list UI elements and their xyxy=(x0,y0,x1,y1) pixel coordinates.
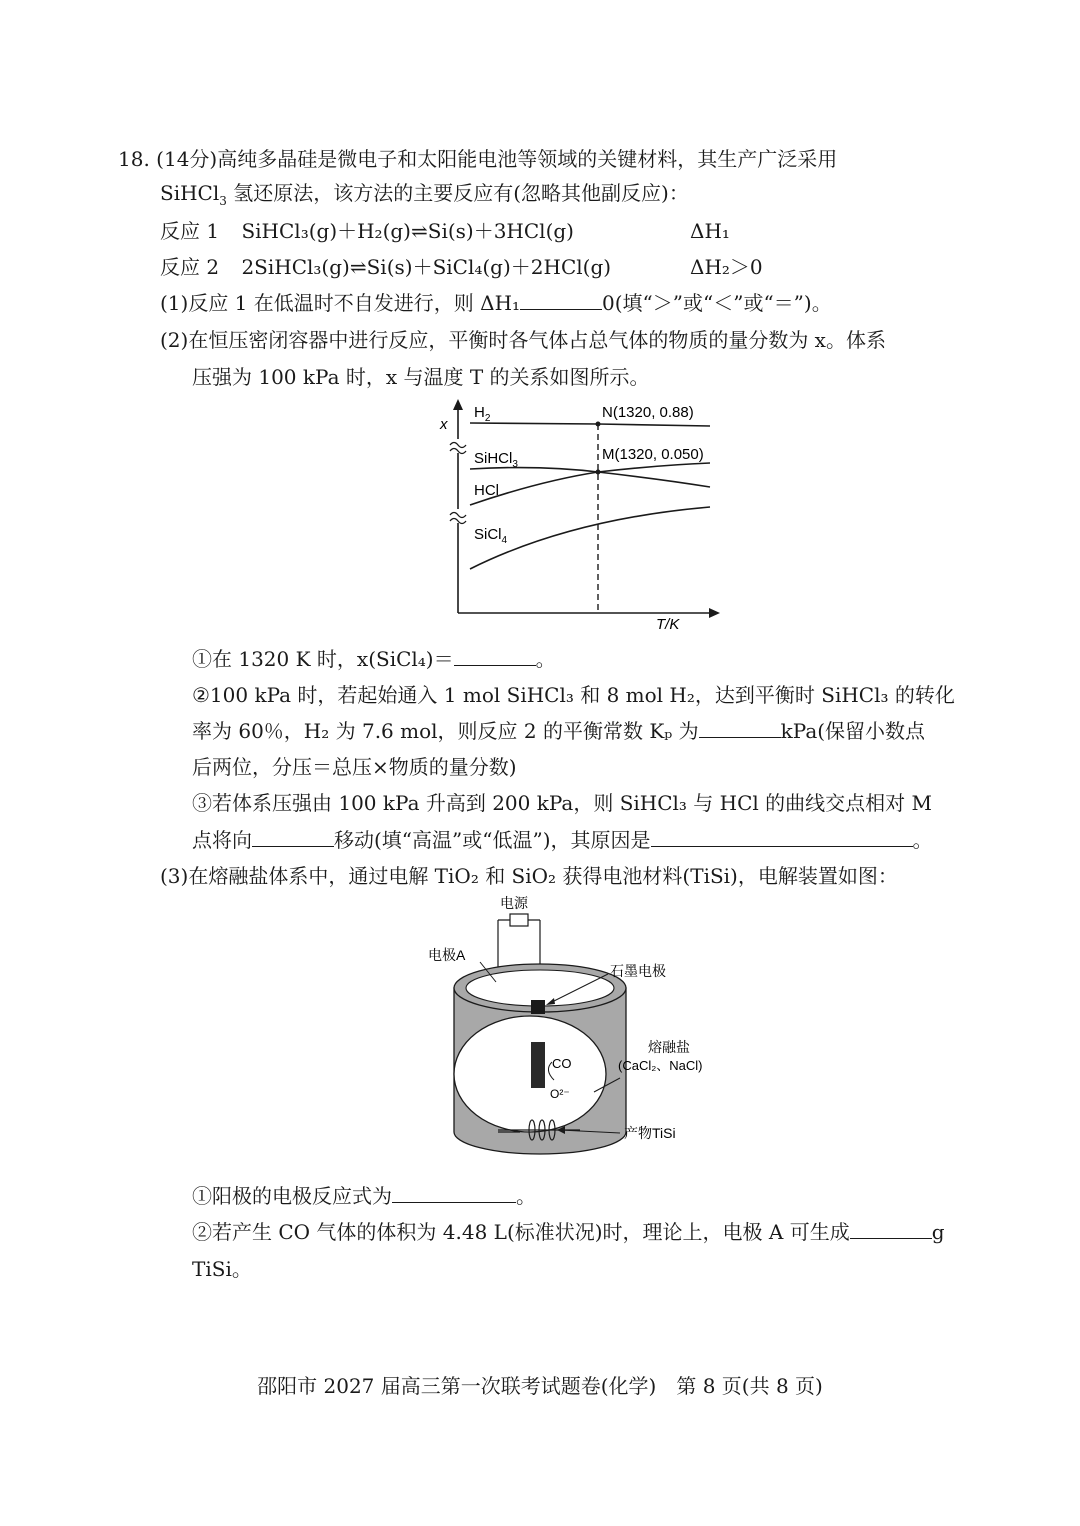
subquestion-2-3-text-a: 点将向 xyxy=(192,828,252,852)
subquestion-2-line-1: (2)在恒压密闭容器中进行反应，平衡时各气体占总气体的物质的量分数为 x。体系 xyxy=(160,328,886,352)
x-axis-label: T/K xyxy=(656,616,680,633)
subquestion-2-2-line-3: 后两位，分压＝总压×物质的量分数) xyxy=(192,755,517,779)
question-score: (14分) xyxy=(156,147,218,171)
page-footer: 邵阳市 2027 届高三第一次联考试题卷(化学) 第 8 页(共 8 页) xyxy=(257,1374,823,1398)
question-intro-line-2 xyxy=(160,180,689,214)
intro-text-1: 高纯多晶硅是微电子和太阳能电池等领域的关键材料，其生产广泛采用 xyxy=(217,147,838,171)
point-n xyxy=(596,422,601,427)
subquestion-3-2-text: ②若产生 CO 气体的体积为 4.48 L(标准状况)时，理论上，电极 A 可生成 xyxy=(192,1220,850,1244)
series-sihcl3-line xyxy=(470,468,710,487)
subquestion-3-2 xyxy=(192,1219,945,1245)
answer-blank-1[interactable] xyxy=(520,291,602,310)
subquestion-1-text: (1)反应 1 在低温时不自发进行，则 ΔH₁ xyxy=(160,291,521,315)
y-axis-label: x xyxy=(440,416,448,433)
subquestion-3-1 xyxy=(192,1183,536,1209)
reaction-2 xyxy=(160,254,611,280)
subquestion-2-3-line-1: ③若体系压强由 100 kPa 升高到 200 kPa，则 SiHCl₃ 与 HCl 的曲线交点相对 M xyxy=(192,791,932,815)
product-label: 产物TiSi xyxy=(624,1125,676,1141)
point-m-label: M(1320, 0.050) xyxy=(602,446,704,463)
answer-blank-3-2[interactable] xyxy=(850,1220,932,1239)
electrolysis-diagram xyxy=(420,892,740,1162)
subquestion-2-line-2: 压强为 100 kPa 时，x 与温度 T 的关系如图所示。 xyxy=(192,365,650,389)
series-hcl-line xyxy=(470,463,710,505)
series-hcl-label: HCl xyxy=(474,482,499,499)
question-number: 18. xyxy=(118,147,150,171)
subquestion-3-2-tail: TiSi。 xyxy=(192,1257,252,1281)
reaction-1 xyxy=(160,218,574,244)
subquestion-1-tail: 0(填“＞”或“＜”或“＝”)。 xyxy=(602,291,832,315)
o2-label: O²⁻ xyxy=(550,1087,570,1101)
co-label: CO xyxy=(552,1056,572,1071)
subquestion-2-1-text: ①在 1320 K 时，x(SiCl₄)＝ xyxy=(192,647,454,671)
series-sihcl3-label: SiHCl$_3$ xyxy=(474,450,518,470)
formula-sihcl: SiHCl xyxy=(160,181,220,205)
molten-salt-label: 熔融盐 xyxy=(648,1039,690,1055)
subquestion-2-2-tail: kPa(保留小数点 xyxy=(780,719,926,743)
molten-salt-window xyxy=(454,1016,606,1132)
molten-salt-composition: (CaCl₂、NaCl) xyxy=(618,1058,703,1073)
axis-break-2 xyxy=(450,509,466,524)
axis-break-1 xyxy=(450,439,466,454)
reaction-2-label: 反应 2 xyxy=(160,255,220,279)
reaction-2-enthalpy: ΔH₂＞0 xyxy=(690,255,763,279)
subquestion-2-1-tail: 。 xyxy=(535,647,556,671)
subquestion-2-3-text-b: 移动(填“高温”或“低温”)，其原因是 xyxy=(334,828,651,852)
formula-sub: 3 xyxy=(219,194,227,208)
series-h2-label: $H_2$ xyxy=(474,404,491,424)
reaction-2-equation: 2SiHCl₃(g)⇌Si(s)＋SiCl₄(g)＋2HCl(g) xyxy=(241,255,612,279)
power-label: 电源 xyxy=(500,895,528,911)
subquestion-2-2-line-1: ②100 kPa 时，若起始通入 1 mol SiHCl₃ 和 8 mol H₂，达到平衡时 SiHCl₃ 的转化 xyxy=(192,683,955,707)
y-axis-arrow xyxy=(453,399,463,410)
point-m xyxy=(596,470,601,475)
answer-blank-2-2[interactable] xyxy=(699,719,781,738)
reaction-1-enthalpy: ΔH₁ xyxy=(690,219,730,243)
electrode-a-label: 电极A xyxy=(428,947,466,963)
subquestion-3-1-tail: 。 xyxy=(516,1184,536,1208)
subquestion-3: (3)在熔融盐体系中，通过电解 TiO₂ 和 SiO₂ 获得电池材料(TiSi)，电解装置如图： xyxy=(160,864,898,888)
answer-blank-2-3a[interactable] xyxy=(252,828,334,847)
subquestion-2-3-tail: 。 xyxy=(912,828,933,852)
chart-x-vs-temperature xyxy=(430,395,750,635)
subquestion-2-3-line-2 xyxy=(192,827,933,853)
answer-blank-3-1[interactable] xyxy=(392,1184,516,1203)
subquestion-1 xyxy=(160,290,832,316)
subquestion-2-1 xyxy=(192,646,556,672)
subquestion-3-2-unit: g xyxy=(931,1220,945,1244)
power-source-icon xyxy=(510,914,528,926)
graphite-electrode-top xyxy=(531,1000,545,1014)
subquestion-3-1-text: ①阳极的电极反应式为 xyxy=(192,1184,392,1208)
series-sicl4-label: SiCl$_4$ xyxy=(474,526,508,546)
subquestion-2-2-text: 率为 60％，H₂ 为 7.6 mol，则反应 2 的平衡常数 Kₚ 为 xyxy=(192,719,699,743)
reaction-1-label: 反应 1 xyxy=(160,219,220,243)
graphite-electrode-bottom xyxy=(531,1042,545,1088)
series-h2-line xyxy=(470,423,710,426)
reaction-1-equation: SiHCl₃(g)＋H₂(g)⇌Si(s)＋3HCl(g) xyxy=(241,219,574,243)
graphite-label: 石墨电极 xyxy=(610,963,666,979)
answer-blank-2-3b[interactable] xyxy=(651,828,913,847)
subquestion-2-2-line-2 xyxy=(192,718,925,744)
answer-blank-2-1[interactable] xyxy=(454,647,536,666)
point-n-label: N(1320, 0.88) xyxy=(602,404,694,421)
question-intro-line-1 xyxy=(118,146,837,172)
x-axis-arrow xyxy=(709,608,720,618)
intro-text-2: 氢还原法，该方法的主要反应有(忽略其他副反应)： xyxy=(226,181,689,205)
